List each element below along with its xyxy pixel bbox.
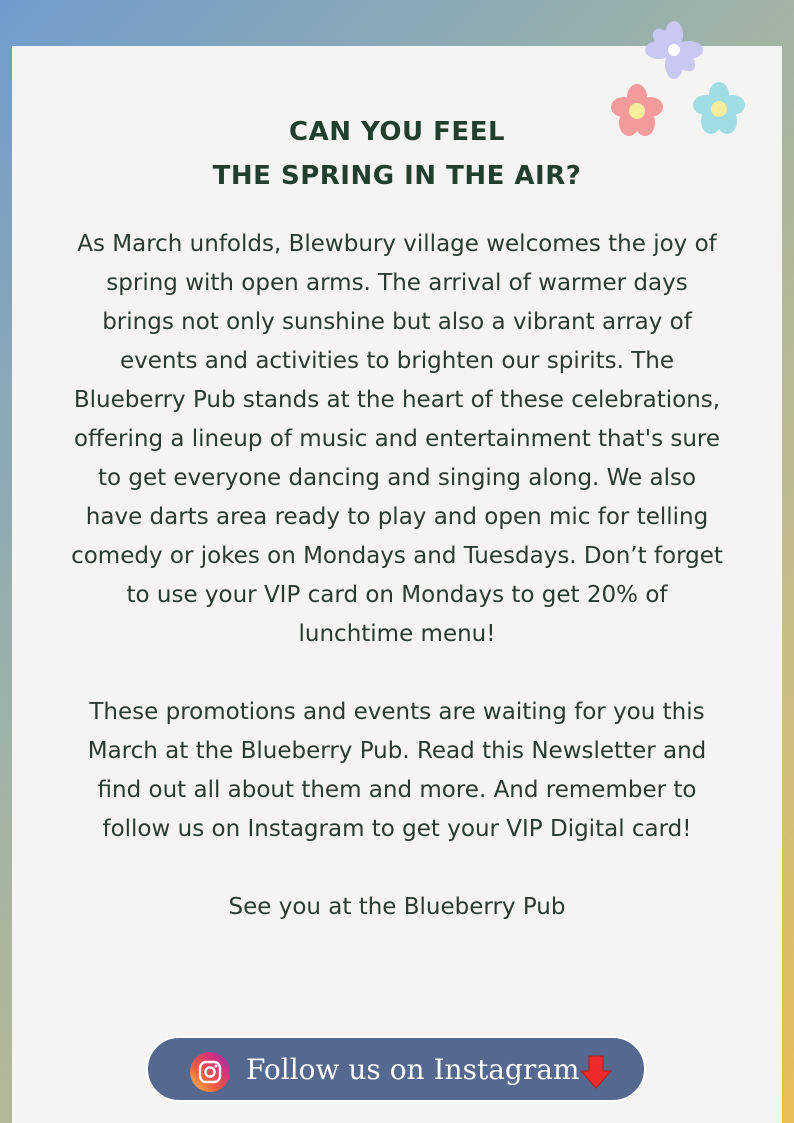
promotions-paragraph: These promotions and events are waiting for you this March at the Blueberry Pub. Read this Newsletter and find out all about them and more. And remember to follow us on Instagram to get your VIP Digital card! <box>87 699 707 842</box>
title-line-2: THE SPRING IN THE AIR? <box>212 161 582 191</box>
lavender-flower-icon <box>645 21 703 79</box>
newsletter-body <box>70 225 724 927</box>
newsletter-title <box>0 110 794 198</box>
instagram-icon <box>190 1052 230 1092</box>
signoff-text: See you at the Blueberry Pub <box>228 894 566 920</box>
follow-instagram-button[interactable] <box>146 1036 646 1102</box>
arrow-down-icon <box>576 1052 616 1092</box>
intro-paragraph: As March unfolds, Blewbury village welcomes the joy of spring with open arms. The arrival of warmer days brings not only sunshine but also a vibrant array of events and activities to brighten our spirits. The Blueberry Pub stands at the heart of these celebrations, offering a lineup of music and entertainment that's sure to get everyone dancing and singing along. We also have darts area ready to play and open mic for telling comedy or jokes on Mondays and Tuesdays. Don’t forget to use your VIP card on Mondays to get 20% of lunchtime menu! <box>71 231 723 647</box>
follow-instagram-label: Follow us on Instagram <box>246 1053 580 1086</box>
title-line-1: CAN YOU FEEL <box>288 117 506 147</box>
